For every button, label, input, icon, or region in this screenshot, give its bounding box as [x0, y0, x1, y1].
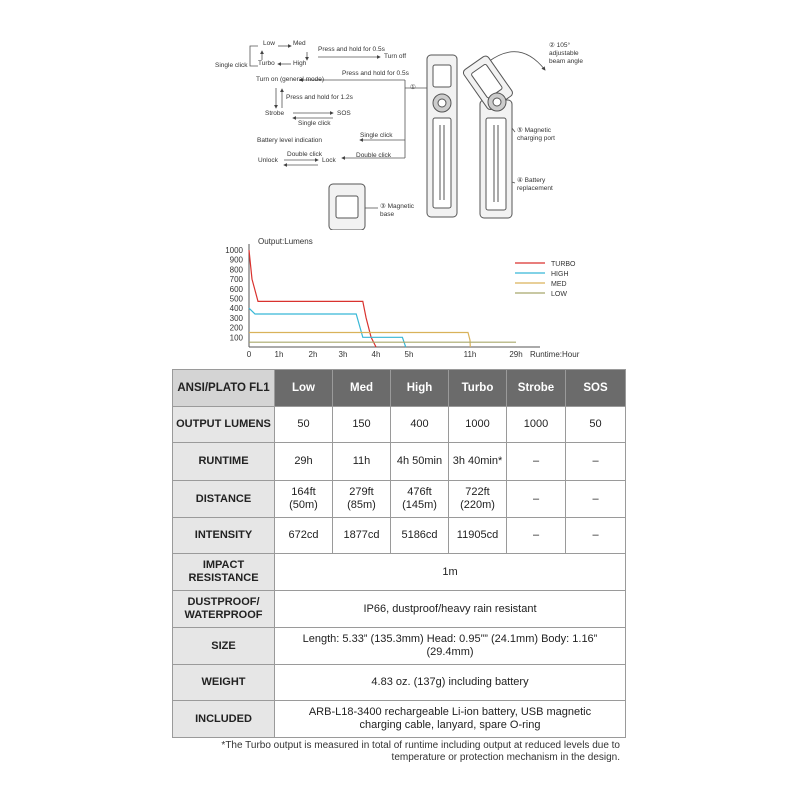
legend-label-low: LOW — [551, 291, 567, 298]
table-cell: 476ft (145m) — [391, 481, 449, 518]
magnetic-base-view — [329, 184, 365, 230]
table-row — [173, 591, 626, 628]
table-cell: 50 — [566, 407, 626, 443]
row-label: SIZE — [173, 628, 275, 665]
table-corner: ANSI/PLATO FL1 — [173, 370, 275, 407]
legend-label-med: MED — [551, 281, 567, 288]
table-cell: 400 — [391, 407, 449, 443]
y-tick-label: 400 — [229, 304, 243, 314]
label-hold-turn-off: Press and hold for 0.5s — [318, 46, 385, 53]
table-row — [173, 518, 626, 554]
x-tick-label: 3h — [338, 350, 348, 359]
table-cell-merged: Length: 5.33” (135.3mm) Head: 0.95”” (24.1mm) Body: 1.16” (29.4mm) — [275, 628, 626, 665]
table-cell: 150 — [333, 407, 391, 443]
y-tick-label: 100 — [229, 333, 243, 343]
table-row — [173, 407, 626, 443]
label-unlock: Unlock — [258, 157, 278, 164]
y-tick-label: 200 — [229, 323, 243, 333]
mode-sos: SOS — [337, 110, 351, 117]
col-high: High — [391, 370, 449, 407]
table-cell: – — [566, 481, 626, 518]
table-cell: 722ft (220m) — [449, 481, 507, 518]
mode-strobe: Strobe — [265, 110, 285, 117]
series-line-med — [249, 333, 470, 348]
table-header-row — [173, 370, 626, 407]
callout-charging-port — [517, 127, 555, 143]
row-label: INTENSITY — [173, 518, 275, 554]
table-cell-merged: 4.83 oz. (137g) including battery — [275, 665, 626, 701]
x-tick-label: 29h — [509, 350, 523, 359]
label-turn-on: Turn on (general mode) — [256, 76, 325, 83]
mode-med: Med — [293, 40, 306, 47]
y-tick-label: 800 — [229, 265, 243, 275]
table-cell: 3h 40min* — [449, 443, 507, 481]
y-tick-label: 500 — [229, 294, 243, 304]
col-turbo: Turbo — [449, 370, 507, 407]
label-turn-off: Turn off — [384, 53, 407, 60]
label-double-click-lock: Double click — [356, 152, 392, 159]
table-row — [173, 701, 626, 738]
table-cell-merged: 1m — [275, 554, 626, 591]
table-cell-merged: IP66, dustproof/heavy rain resistant — [275, 591, 626, 628]
table-cell: – — [507, 443, 566, 481]
y-tick-label: 300 — [229, 313, 243, 323]
table-cell: 5186cd — [391, 518, 449, 554]
mode-turbo: Turbo — [258, 60, 275, 67]
table-row — [173, 481, 626, 518]
y-axis-label: Output:Lumens — [258, 237, 313, 246]
row-label: WEIGHT — [173, 665, 275, 701]
table-row — [173, 665, 626, 701]
mode-low: Low — [263, 40, 275, 47]
x-tick-label: 5h — [404, 350, 414, 359]
table-cell: 1877cd — [333, 518, 391, 554]
legend-label-turbo: TURBO — [551, 261, 576, 268]
label-battery-level: Battery level indication — [257, 137, 323, 144]
callout-2-line2: adjustable — [549, 50, 579, 57]
label-hold-strobe: Press and hold for 1.2s — [286, 94, 353, 101]
x-axis-label: Runtime:Hour — [530, 350, 580, 359]
table-cell: 672cd — [275, 518, 333, 554]
x-tick-label: 2h — [308, 350, 318, 359]
row-label: OUTPUT LUMENS — [173, 407, 275, 443]
table-cell-merged: ARB-L18-3400 rechargeable Li-ion battery, USB magnetic charging cable, lanyard, spare O-ring — [275, 701, 626, 738]
legend-label-high: HIGH — [551, 271, 569, 278]
x-tick-label: 0 — [246, 350, 252, 359]
callout-2-line3: beam angle — [549, 58, 583, 65]
label-single-click-cycle: Single click — [215, 62, 248, 69]
footnote: *The Turbo output is measured in total of runtime including output at reduced levels due to temperature or protection mechanism in the design. — [221, 740, 620, 763]
x-tick-label: 1h — [274, 350, 284, 359]
table-cell: 50 — [275, 407, 333, 443]
label-single-click-sos: Single click — [298, 120, 331, 127]
flashlight-angled-view — [462, 55, 514, 218]
table-row — [173, 628, 626, 665]
spec-table — [172, 369, 626, 738]
flashlight-front-view — [427, 55, 457, 217]
col-strobe: Strobe — [507, 370, 566, 407]
row-label: DUSTPROOF/ WATERPROOF — [173, 591, 275, 628]
table-cell: – — [566, 518, 626, 554]
table-cell: 11905cd — [449, 518, 507, 554]
table-row — [173, 443, 626, 481]
callout-1: ① — [410, 84, 416, 91]
callout-4-line2: replacement — [517, 185, 553, 192]
callout-3-line1: ③ Magnetic — [380, 203, 415, 210]
table-cell: 1000 — [507, 407, 566, 443]
y-tick-label: 700 — [229, 275, 243, 285]
x-tick-label: 11h — [463, 350, 477, 359]
label-lock: Lock — [322, 157, 336, 164]
callout-4-line1: ④ Battery — [517, 177, 546, 184]
callout-magnetic-base — [380, 203, 414, 219]
y-tick-label: 900 — [229, 255, 243, 265]
label-double-click-small: Double click — [287, 151, 323, 158]
row-label: DISTANCE — [173, 481, 275, 518]
label-hold-turn-on: Press and hold for 0.5s — [342, 70, 409, 77]
table-cell: 279ft (85m) — [333, 481, 391, 518]
y-tick-label: 1000 — [225, 246, 243, 255]
table-cell: – — [507, 481, 566, 518]
callout-battery-replacement — [517, 177, 553, 193]
series-line-high — [249, 308, 406, 347]
row-label: INCLUDED — [173, 701, 275, 738]
row-label: RUNTIME — [173, 443, 275, 481]
label-single-click-battery: Single click — [360, 132, 393, 139]
table-cell: 164ft (50m) — [275, 481, 333, 518]
table-row — [173, 554, 626, 591]
table-cell: – — [566, 443, 626, 481]
col-med: Med — [333, 370, 391, 407]
callout-3-line2: base — [380, 211, 395, 218]
table-cell: 29h — [275, 443, 333, 481]
runtime-chart — [0, 230, 800, 365]
operation-arrows — [0, 0, 800, 230]
table-cell: – — [507, 518, 566, 554]
callout-2-line1: ② 105° — [549, 42, 571, 49]
row-label: IMPACT RESISTANCE — [173, 554, 275, 591]
callout-beam-angle — [549, 42, 583, 66]
mode-high: High — [293, 60, 307, 67]
table-cell: 11h — [333, 443, 391, 481]
x-tick-label: 4h — [371, 350, 381, 359]
table-cell: 4h 50min — [391, 443, 449, 481]
col-sos: SOS — [566, 370, 626, 407]
callout-5-line1: ⑤ Magnetic — [517, 127, 552, 134]
callout-5-line2: charging port — [517, 135, 555, 142]
col-low: Low — [275, 370, 333, 407]
table-cell: 1000 — [449, 407, 507, 443]
y-tick-label: 600 — [229, 284, 243, 294]
